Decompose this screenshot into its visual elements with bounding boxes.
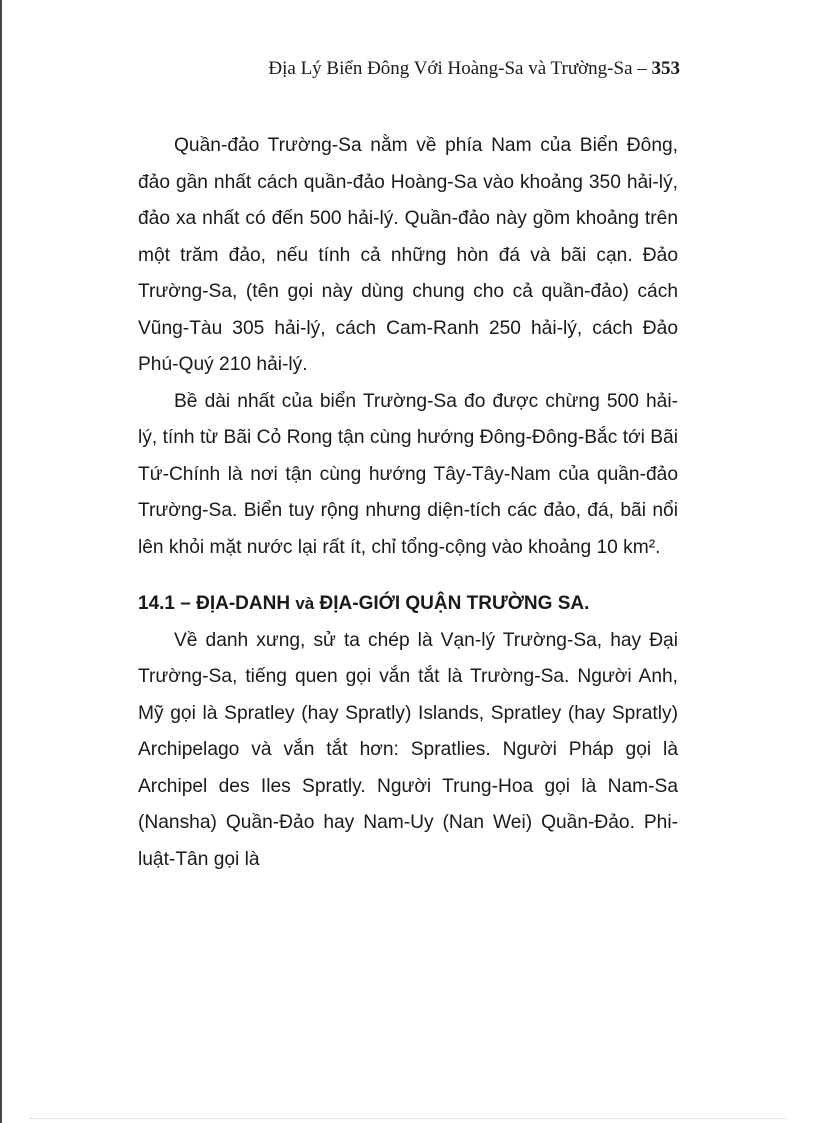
header-separator: – [632,58,652,79]
page-bottom-rule [30,1118,786,1119]
page-body [138,128,678,878]
page-edge-line [0,0,2,1123]
section-heading-title: ĐỊA-GIỚI QUẬN TRƯỜNG SA. [314,593,590,614]
running-title: Địa Lý Biển Đông Với Hoàng-Sa và Trường-Sa [268,58,633,79]
section-heading-number: 14.1 – ĐỊA-DANH [138,593,296,614]
section-paragraph: Về danh xưng, sử ta chép là Vạn-lý Trường-Sa, hay Đại Trường-Sa, tiếng quen gọi vắn tắt là Trường-Sa. Người Anh, Mỹ gọi là Spratley (hay Spratly) Islands, Spratley (hay Spratly) Archipelago và vắn tắt hơn: Spratlies. Người Pháp gọi là Archipel des Iles Spratly. Người Trung-Hoa gọi là Nam-Sa (Nansha) Quần-Đảo hay Nam-Uy (Nan Wei) Quần-Đảo. Phi-luật-Tân gọi là [138,629,678,870]
page-number: 353 [651,58,680,79]
body-paragraph: Quần-đảo Trường-Sa nằm về phía Nam của Biển Đông, đảo gần nhất cách quần-đảo Hoàng-Sa vào khoảng 350 hải-lý, đảo xa nhất có đến 500 hải-lý. Quần-đảo này gồm khoảng trên một trăm đảo, nếu tính cả những hòn đá và bãi cạn. Đảo Trường-Sa, (tên gọi này dùng chung cho cả quần-đảo) cách Vũng-Tàu 305 hải-lý, cách Cam-Ranh 250 hải-lý, cách Đảo Phú-Quý 210 hải-lý. [138,135,678,375]
running-header [268,58,680,80]
section-heading-conjunction: và [295,594,315,613]
section-heading [138,586,678,623]
body-paragraph: Bề dài nhất của biển Trường-Sa đo được chừng 500 hải-lý, tính từ Bãi Cỏ Rong tận cùng hướng Đông-Đông-Bắc tới Bãi Tứ-Chính là nơi tận cùng hướng Tây-Tây-Nam của quần-đảo Trường-Sa. Biển tuy rộng nhưng diện-tích các đảo, đá, bãi nổi lên khỏi mặt nước lại rất ít, chỉ tổng-cộng vào khoảng 10 km². [138,390,678,558]
